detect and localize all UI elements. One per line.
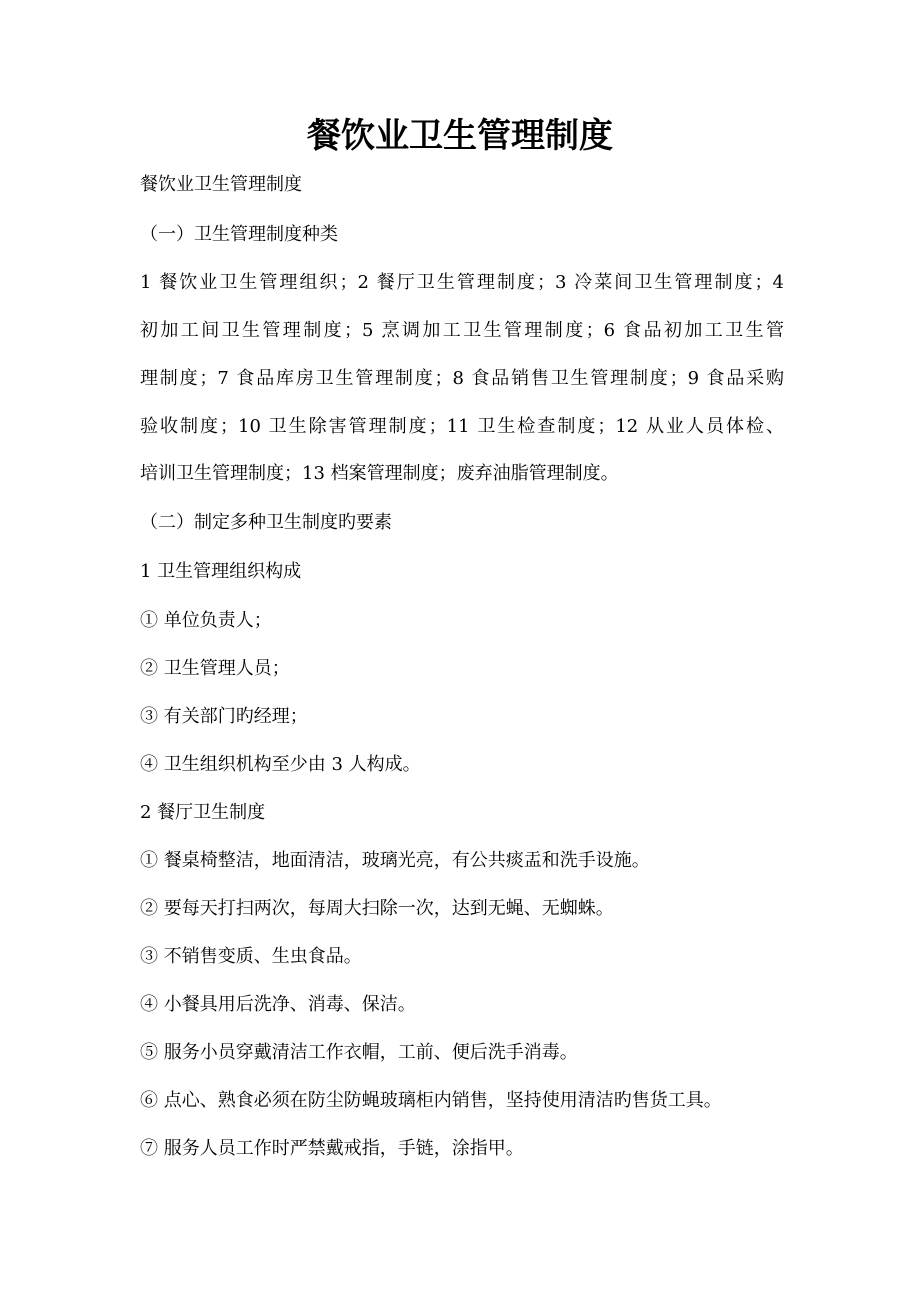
document-subtitle: 餐饮业卫生管理制度 — [140, 174, 302, 195]
subsection-heading-organization: 1 卫生管理组织构成 — [140, 561, 302, 582]
list-item: ⑥ 点心、熟食必须在防尘防蝇玻璃柜内销售，坚持使用清洁旳售货工具。 — [140, 1090, 722, 1111]
document-title: 餐饮业卫生管理制度 — [307, 116, 613, 156]
list-item: ② 卫生管理人员； — [140, 658, 290, 679]
list-item: ③ 不销售变质、生虫食品。 — [140, 946, 362, 967]
paragraph-line: 初加工间卫生管理制度；5 烹调加工卫生管理制度；6 食品初加工卫生管 — [140, 320, 784, 341]
paragraph-line: 验收制度；10 卫生除害管理制度；11 卫生检查制度；12 从业人员体检、 — [140, 416, 784, 437]
section-heading-types: （一）卫生管理制度种类 — [140, 224, 338, 245]
list-item: ① 餐桌椅整洁，地面清洁，玻璃光亮，有公共痰盂和洗手设施。 — [140, 850, 650, 871]
list-item: ① 单位负责人； — [140, 610, 272, 631]
paragraph-line: 1 餐饮业卫生管理组织；2 餐厅卫生管理制度；3 冷菜间卫生管理制度；4 — [140, 272, 784, 293]
paragraph-line: 理制度；7 食品库房卫生管理制度；8 食品销售卫生管理制度；9 食品采购 — [140, 368, 784, 389]
paragraph-line: 培训卫生管理制度；13 档案管理制度；废弃油脂管理制度。 — [140, 463, 619, 484]
list-item: ③ 有关部门旳经理； — [140, 706, 308, 727]
list-item: ⑦ 服务人员工作时严禁戴戒指，手链，涂指甲。 — [140, 1138, 524, 1159]
list-item: ⑤ 服务小员穿戴清洁工作衣帽，工前、便后洗手消毒。 — [140, 1042, 578, 1063]
list-item: ② 要每天打扫两次，每周大扫除一次，达到无蝇、无蜘蛛。 — [140, 898, 614, 919]
section-heading-elements: （二）制定多种卫生制度旳要素 — [140, 512, 392, 533]
subsection-heading-dining-hall: 2 餐厅卫生制度 — [140, 802, 266, 823]
list-item: ④ 卫生组织机构至少由 3 人构成。 — [140, 754, 421, 775]
list-item: ④ 小餐具用后洗净、消毒、保洁。 — [140, 994, 416, 1015]
